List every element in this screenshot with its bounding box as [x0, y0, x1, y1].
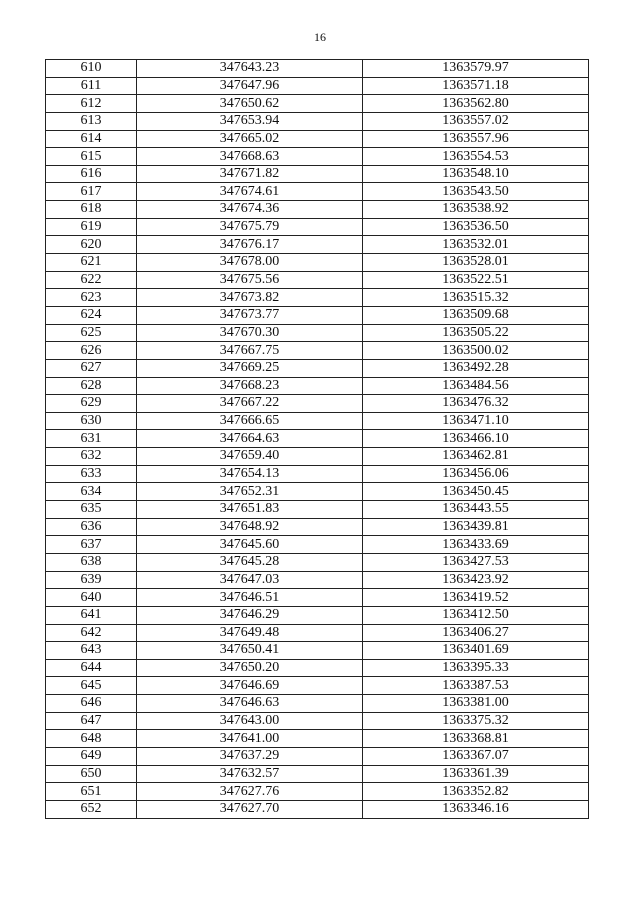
point-number-cell: 645: [46, 677, 137, 695]
x-coordinate-cell: 347668.63: [137, 148, 363, 166]
y-coordinate-cell: 1363571.18: [363, 77, 589, 95]
y-coordinate-cell: 1363439.81: [363, 518, 589, 536]
y-coordinate-cell: 1363484.56: [363, 377, 589, 395]
y-coordinate-cell: 1363543.50: [363, 183, 589, 201]
table-row: [46, 60, 589, 78]
table-row: [46, 148, 589, 166]
table-row: [46, 624, 589, 642]
x-coordinate-cell: 347652.31: [137, 483, 363, 501]
x-coordinate-cell: 347674.36: [137, 201, 363, 219]
x-coordinate-cell: 347646.29: [137, 606, 363, 624]
coordinates-table-body: [46, 60, 589, 819]
point-number-cell: 614: [46, 130, 137, 148]
y-coordinate-cell: 1363395.33: [363, 659, 589, 677]
point-number-cell: 619: [46, 218, 137, 236]
x-coordinate-cell: 347673.77: [137, 306, 363, 324]
point-number-cell: 621: [46, 254, 137, 272]
table-row: [46, 695, 589, 713]
y-coordinate-cell: 1363346.16: [363, 800, 589, 818]
x-coordinate-cell: 347667.22: [137, 395, 363, 413]
table-row: [46, 747, 589, 765]
x-coordinate-cell: 347650.20: [137, 659, 363, 677]
table-row: [46, 306, 589, 324]
table-row: [46, 430, 589, 448]
y-coordinate-cell: 1363538.92: [363, 201, 589, 219]
table-row: [46, 465, 589, 483]
x-coordinate-cell: 347654.13: [137, 465, 363, 483]
y-coordinate-cell: 1363423.92: [363, 571, 589, 589]
table-row: [46, 377, 589, 395]
table-row: [46, 800, 589, 818]
table-row: [46, 271, 589, 289]
table-row: [46, 112, 589, 130]
table-row: [46, 730, 589, 748]
table-row: [46, 589, 589, 607]
point-number-cell: 628: [46, 377, 137, 395]
point-number-cell: 641: [46, 606, 137, 624]
table-row: [46, 642, 589, 660]
y-coordinate-cell: 1363466.10: [363, 430, 589, 448]
point-number-cell: 634: [46, 483, 137, 501]
table-row: [46, 130, 589, 148]
y-coordinate-cell: 1363505.22: [363, 324, 589, 342]
x-coordinate-cell: 347678.00: [137, 254, 363, 272]
table-row: [46, 501, 589, 519]
point-number-cell: 624: [46, 306, 137, 324]
x-coordinate-cell: 347670.30: [137, 324, 363, 342]
x-coordinate-cell: 347669.25: [137, 359, 363, 377]
y-coordinate-cell: 1363419.52: [363, 589, 589, 607]
y-coordinate-cell: 1363367.07: [363, 747, 589, 765]
point-number-cell: 620: [46, 236, 137, 254]
point-number-cell: 644: [46, 659, 137, 677]
y-coordinate-cell: 1363375.32: [363, 712, 589, 730]
x-coordinate-cell: 347668.23: [137, 377, 363, 395]
point-number-cell: 610: [46, 60, 137, 78]
table-row: [46, 342, 589, 360]
point-number-cell: 637: [46, 536, 137, 554]
x-coordinate-cell: 347659.40: [137, 448, 363, 466]
table-row: [46, 254, 589, 272]
table-row: [46, 536, 589, 554]
point-number-cell: 638: [46, 553, 137, 571]
table-row: [46, 606, 589, 624]
point-number-cell: 650: [46, 765, 137, 783]
point-number-cell: 627: [46, 359, 137, 377]
y-coordinate-cell: 1363522.51: [363, 271, 589, 289]
y-coordinate-cell: 1363412.50: [363, 606, 589, 624]
y-coordinate-cell: 1363462.81: [363, 448, 589, 466]
y-coordinate-cell: 1363361.39: [363, 765, 589, 783]
point-number-cell: 635: [46, 501, 137, 519]
x-coordinate-cell: 347627.76: [137, 783, 363, 801]
y-coordinate-cell: 1363401.69: [363, 642, 589, 660]
table-row: [46, 165, 589, 183]
table-row: [46, 677, 589, 695]
x-coordinate-cell: 347667.75: [137, 342, 363, 360]
x-coordinate-cell: 347674.61: [137, 183, 363, 201]
y-coordinate-cell: 1363509.68: [363, 306, 589, 324]
point-number-cell: 636: [46, 518, 137, 536]
x-coordinate-cell: 347646.69: [137, 677, 363, 695]
table-row: [46, 783, 589, 801]
x-coordinate-cell: 347650.41: [137, 642, 363, 660]
table-row: [46, 518, 589, 536]
table-row: [46, 236, 589, 254]
y-coordinate-cell: 1363443.55: [363, 501, 589, 519]
x-coordinate-cell: 347671.82: [137, 165, 363, 183]
point-number-cell: 646: [46, 695, 137, 713]
y-coordinate-cell: 1363557.96: [363, 130, 589, 148]
point-number-cell: 615: [46, 148, 137, 166]
x-coordinate-cell: 347664.63: [137, 430, 363, 448]
table-row: [46, 218, 589, 236]
point-number-cell: 652: [46, 800, 137, 818]
y-coordinate-cell: 1363515.32: [363, 289, 589, 307]
y-coordinate-cell: 1363381.00: [363, 695, 589, 713]
table-row: [46, 571, 589, 589]
x-coordinate-cell: 347645.60: [137, 536, 363, 554]
y-coordinate-cell: 1363456.06: [363, 465, 589, 483]
point-number-cell: 629: [46, 395, 137, 413]
table-row: [46, 483, 589, 501]
table-row: [46, 201, 589, 219]
y-coordinate-cell: 1363536.50: [363, 218, 589, 236]
page-number: 16: [314, 30, 326, 44]
point-number-cell: 616: [46, 165, 137, 183]
x-coordinate-cell: 347645.28: [137, 553, 363, 571]
point-number-cell: 622: [46, 271, 137, 289]
point-number-cell: 630: [46, 412, 137, 430]
table-row: [46, 324, 589, 342]
point-number-cell: 617: [46, 183, 137, 201]
point-number-cell: 612: [46, 95, 137, 113]
table-row: [46, 765, 589, 783]
x-coordinate-cell: 347627.70: [137, 800, 363, 818]
point-number-cell: 643: [46, 642, 137, 660]
y-coordinate-cell: 1363554.53: [363, 148, 589, 166]
table-row: [46, 395, 589, 413]
y-coordinate-cell: 1363427.53: [363, 553, 589, 571]
y-coordinate-cell: 1363476.32: [363, 395, 589, 413]
point-number-cell: 623: [46, 289, 137, 307]
point-number-cell: 631: [46, 430, 137, 448]
x-coordinate-cell: 347675.79: [137, 218, 363, 236]
table-row: [46, 659, 589, 677]
x-coordinate-cell: 347650.62: [137, 95, 363, 113]
y-coordinate-cell: 1363352.82: [363, 783, 589, 801]
x-coordinate-cell: 347653.94: [137, 112, 363, 130]
y-coordinate-cell: 1363548.10: [363, 165, 589, 183]
y-coordinate-cell: 1363471.10: [363, 412, 589, 430]
y-coordinate-cell: 1363532.01: [363, 236, 589, 254]
x-coordinate-cell: 347676.17: [137, 236, 363, 254]
y-coordinate-cell: 1363492.28: [363, 359, 589, 377]
x-coordinate-cell: 347643.23: [137, 60, 363, 78]
y-coordinate-cell: 1363387.53: [363, 677, 589, 695]
y-coordinate-cell: 1363500.02: [363, 342, 589, 360]
x-coordinate-cell: 347637.29: [137, 747, 363, 765]
x-coordinate-cell: 347632.57: [137, 765, 363, 783]
x-coordinate-cell: 347651.83: [137, 501, 363, 519]
x-coordinate-cell: 347641.00: [137, 730, 363, 748]
point-number-cell: 648: [46, 730, 137, 748]
y-coordinate-cell: 1363368.81: [363, 730, 589, 748]
x-coordinate-cell: 347665.02: [137, 130, 363, 148]
point-number-cell: 640: [46, 589, 137, 607]
x-coordinate-cell: 347646.63: [137, 695, 363, 713]
point-number-cell: 649: [46, 747, 137, 765]
y-coordinate-cell: 1363450.45: [363, 483, 589, 501]
table-row: [46, 95, 589, 113]
x-coordinate-cell: 347648.92: [137, 518, 363, 536]
x-coordinate-cell: 347666.65: [137, 412, 363, 430]
y-coordinate-cell: 1363528.01: [363, 254, 589, 272]
x-coordinate-cell: 347649.48: [137, 624, 363, 642]
point-number-cell: 625: [46, 324, 137, 342]
point-number-cell: 626: [46, 342, 137, 360]
y-coordinate-cell: 1363562.80: [363, 95, 589, 113]
point-number-cell: 647: [46, 712, 137, 730]
x-coordinate-cell: 347643.00: [137, 712, 363, 730]
table-row: [46, 448, 589, 466]
table-row: [46, 553, 589, 571]
point-number-cell: 651: [46, 783, 137, 801]
table-row: [46, 183, 589, 201]
point-number-cell: 633: [46, 465, 137, 483]
point-number-cell: 611: [46, 77, 137, 95]
table-row: [46, 412, 589, 430]
table-row: [46, 289, 589, 307]
point-number-cell: 642: [46, 624, 137, 642]
table-row: [46, 359, 589, 377]
x-coordinate-cell: 347647.96: [137, 77, 363, 95]
table-row: [46, 77, 589, 95]
x-coordinate-cell: 347675.56: [137, 271, 363, 289]
x-coordinate-cell: 347647.03: [137, 571, 363, 589]
x-coordinate-cell: 347673.82: [137, 289, 363, 307]
point-number-cell: 632: [46, 448, 137, 466]
point-number-cell: 613: [46, 112, 137, 130]
y-coordinate-cell: 1363406.27: [363, 624, 589, 642]
point-number-cell: 618: [46, 201, 137, 219]
y-coordinate-cell: 1363557.02: [363, 112, 589, 130]
y-coordinate-cell: 1363579.97: [363, 60, 589, 78]
table-row: [46, 712, 589, 730]
y-coordinate-cell: 1363433.69: [363, 536, 589, 554]
x-coordinate-cell: 347646.51: [137, 589, 363, 607]
point-number-cell: 639: [46, 571, 137, 589]
coordinates-table: [45, 59, 589, 819]
